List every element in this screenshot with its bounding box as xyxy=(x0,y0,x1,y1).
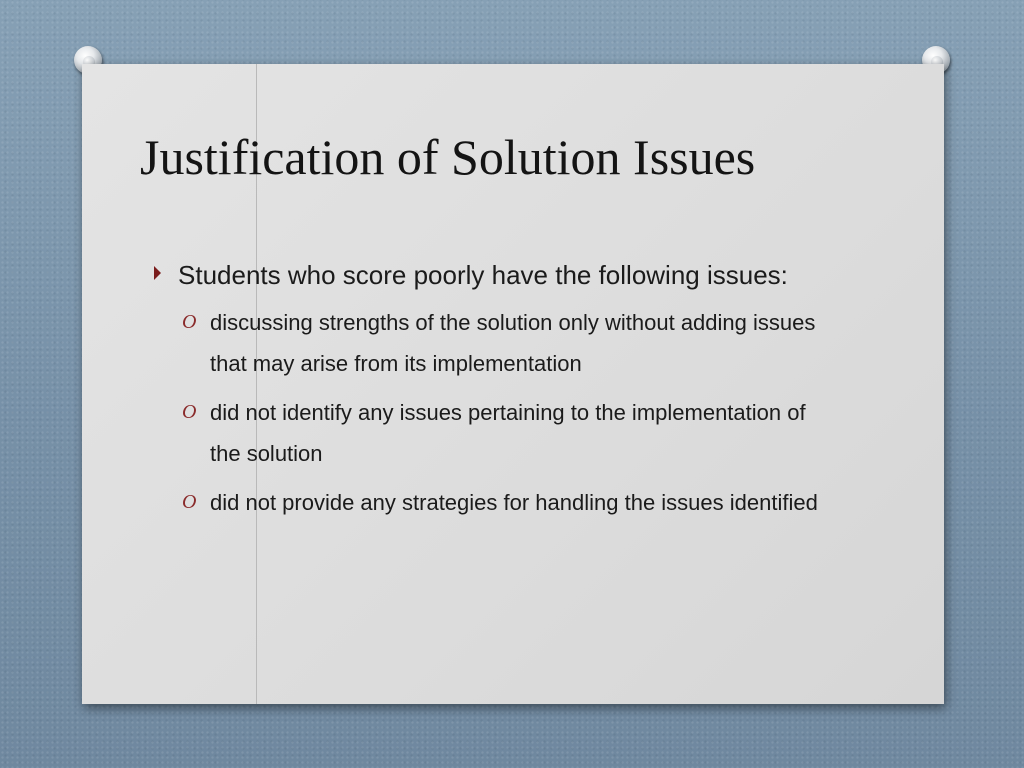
sub-bullet-item xyxy=(178,392,840,474)
slide-title: Justification of Solution Issues xyxy=(140,129,756,185)
bullet-item xyxy=(150,250,840,523)
sub-bullet-marker: O xyxy=(182,401,197,423)
bullet-list xyxy=(150,250,840,531)
sub-bullet-text: did not identify any issues pertaining to the implementation of the solution xyxy=(210,400,806,466)
sub-bullet-text: did not provide any strategies for handling the issues identified xyxy=(210,490,818,515)
sub-bullet-marker: O xyxy=(182,311,197,333)
sub-bullet-text: discussing strengths of the solution only without adding issues that may arise from its implementation xyxy=(210,310,816,376)
sub-bullet-item xyxy=(178,302,840,384)
sub-bullet-item xyxy=(178,482,840,523)
arrow-right-icon xyxy=(154,266,161,280)
sub-bullet-list xyxy=(178,302,840,523)
sub-bullet-marker: O xyxy=(182,491,197,513)
bullet-text: Students who score poorly have the following issues: xyxy=(178,260,788,290)
